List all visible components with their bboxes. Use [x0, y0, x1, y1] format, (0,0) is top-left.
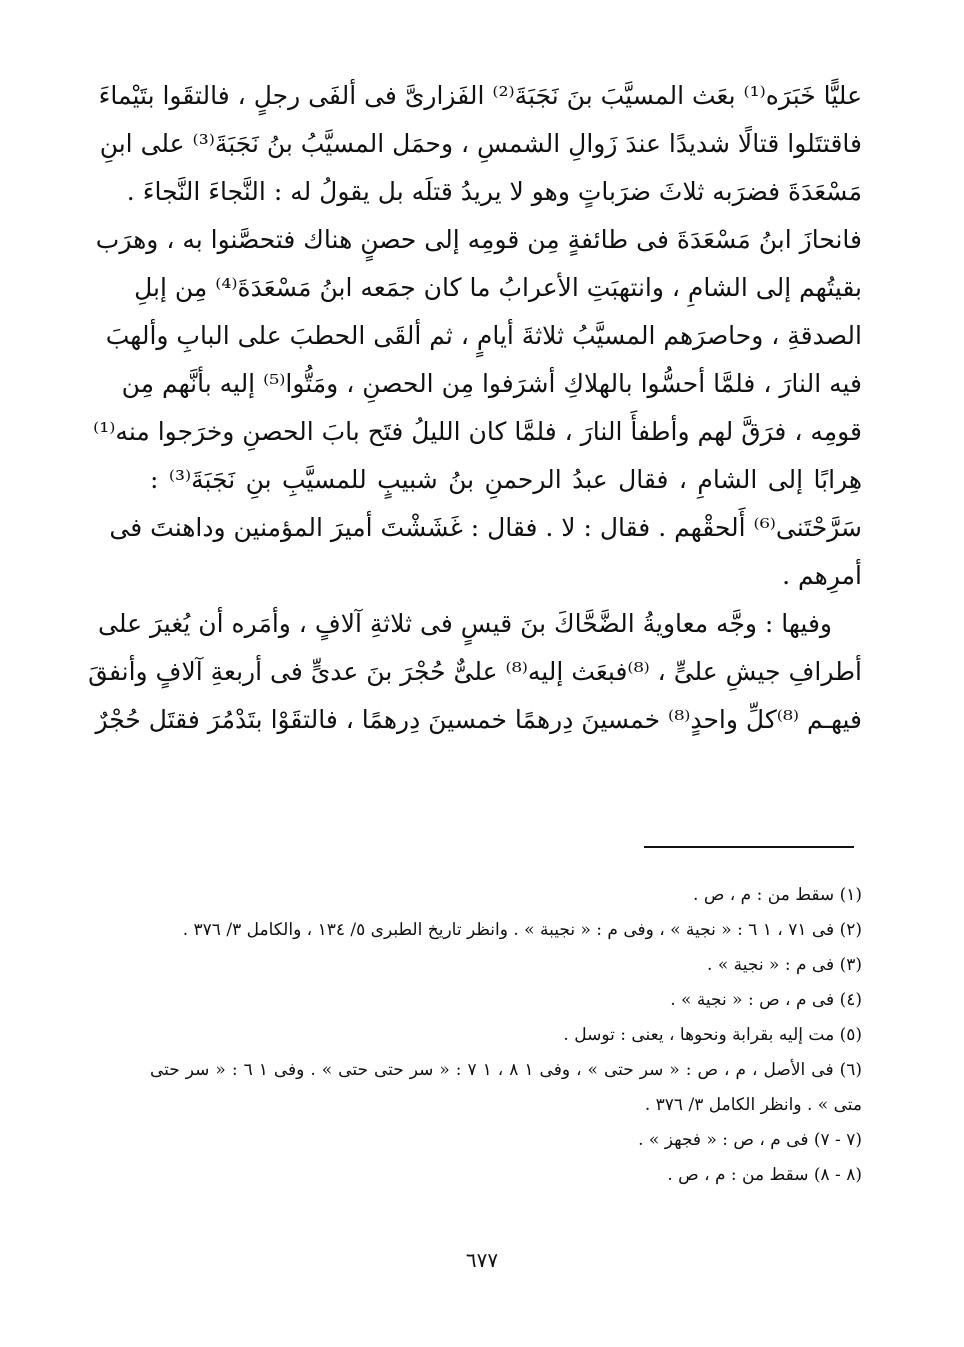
text-line: وفيها : وجَّه معاويةُ الضَّحَّاكَ بنَ قيسٍ فى ثلاثةِ آلافٍ ، وأمَره أن يُغيرَ على — [98, 609, 832, 638]
footnote: (٥) مت إليه بقرابة ونحوها ، يعنى : توسل . — [563, 1025, 862, 1045]
text-line: سَرَّحْتَنى⁽⁶⁾ أَلحقْهم . فقال : لا . فقال : غَشَشْتَ أميرَ المؤمنين وداهنتَ فى — [109, 513, 862, 542]
footnote: (١) سقط من : م ، ص . — [693, 885, 862, 905]
text-line: الصدقةِ ، وحاصرَهم المسيَّبُ ثلاثةَ أيامٍ ، ثم ألقَى الحطبَ على البابِ وألهبَ — [105, 321, 862, 350]
text-line: قومِه ، فرَقَّ لهم وأطفأَ النارَ ، فلمَّا كان الليلُ فتَح بابَ الحصنِ وخرَجوا منه⁽¹⁾ — [93, 417, 862, 446]
footnotes — [150, 878, 862, 1193]
footnote: (٨ - ٨) سقط من : م ، ص . — [667, 1165, 862, 1185]
text-line: عليًّا خَبَرَه⁽¹⁾ بعَث المسيَّبَ بنَ نَجَبَةَ⁽²⁾ الفَزارىَّ فى ألفَى رجلٍ ، فالتقَوا بتَيْماءَ — [98, 81, 862, 110]
text-line: فاقتتَلوا قتالًا شديدًا عندَ زَوالِ الشمسِ ، وحمَل المسيَّبُ بنُ نَجَبَةَ⁽³⁾ على ابنِ — [99, 129, 862, 158]
text-line: مَسْعَدَةَ فضرَبه ثلاثَ ضرَباتٍ وهو لا يريدُ قتلَه بل يقولُ له : النَّجاءَ النَّجاءَ . — [126, 177, 862, 206]
page-number: ٦٧٧ — [465, 1248, 499, 1272]
footnote: (٦) فى الأصل ، م ، ص : « سر حتى » ، وفى ١ ٨ ، ١ ٧ : « سر حتى حتى » . وفى ١ ٦ : « سر حتى — [150, 1060, 862, 1080]
footnote: (٢) فى ٧١ ، ١ ٦ : « نجية » ، وفى م : « نجيبة » . وانظر تاريخ الطبرى ٥/ ١٣٤ ، والكامل ٣/ ٣٧٦ . — [182, 920, 862, 940]
text-line: فانحازَ ابنُ مَسْعَدَةَ فى طائفةٍ مِن قومِه إلى حصنٍ هناك فتحصَّنوا به ، وهرَب — [95, 225, 862, 254]
footnote: متى » . وانظر الكامل ٣/ ٣٧٦ . — [644, 1095, 862, 1115]
footnote-divider — [644, 846, 854, 848]
text-line: فيه النارَ ، فلمَّا أحسُّوا بالهلاكِ أشرَفوا مِن الحصنِ ، ومَتُّوا⁽⁵⁾ إليه بأنَّهم مِن — [121, 369, 862, 398]
footnote: (٤) فى م ، ص : « نجية » . — [670, 990, 862, 1010]
text-line: أطرافِ جيشِ علىٍّ ، ⁽⁸⁾فبعَث إليه⁽⁸⁾ علىٌّ حُجْرَ بنَ عدىٍّ فى أربعةِ آلافٍ وأنفقَ — [88, 657, 862, 686]
main-text — [88, 72, 862, 744]
text-line: بقيتُهم إلى الشامِ ، وانتهبَتِ الأعرابُ ما كان جمَعه ابنُ مَسْعَدَةَ⁽⁴⁾ مِن إبلِ — [134, 273, 862, 302]
footnote: (٣) فى م : « نجية » . — [707, 955, 862, 975]
text-line: فيهـم ⁽⁸⁾كلِّ واحدٍ⁽⁸⁾ خمسينَ دِرهمًا خمسينَ دِرهمًا ، فالتقَوْا بتَدْمُرَ فقتَل حُجْرٌ — [95, 705, 862, 734]
footnote: (٧ - ٧) فى م ، ص : « فجهز » . — [638, 1130, 862, 1150]
text-line: أمرِهم . — [782, 561, 862, 590]
text-line: هِرابًا إلى الشامِ ، فقال عبدُ الرحمنِ بنُ شبيبٍ للمسيَّبِ بنِ نَجَبَةَ⁽³⁾ : — [150, 465, 862, 494]
